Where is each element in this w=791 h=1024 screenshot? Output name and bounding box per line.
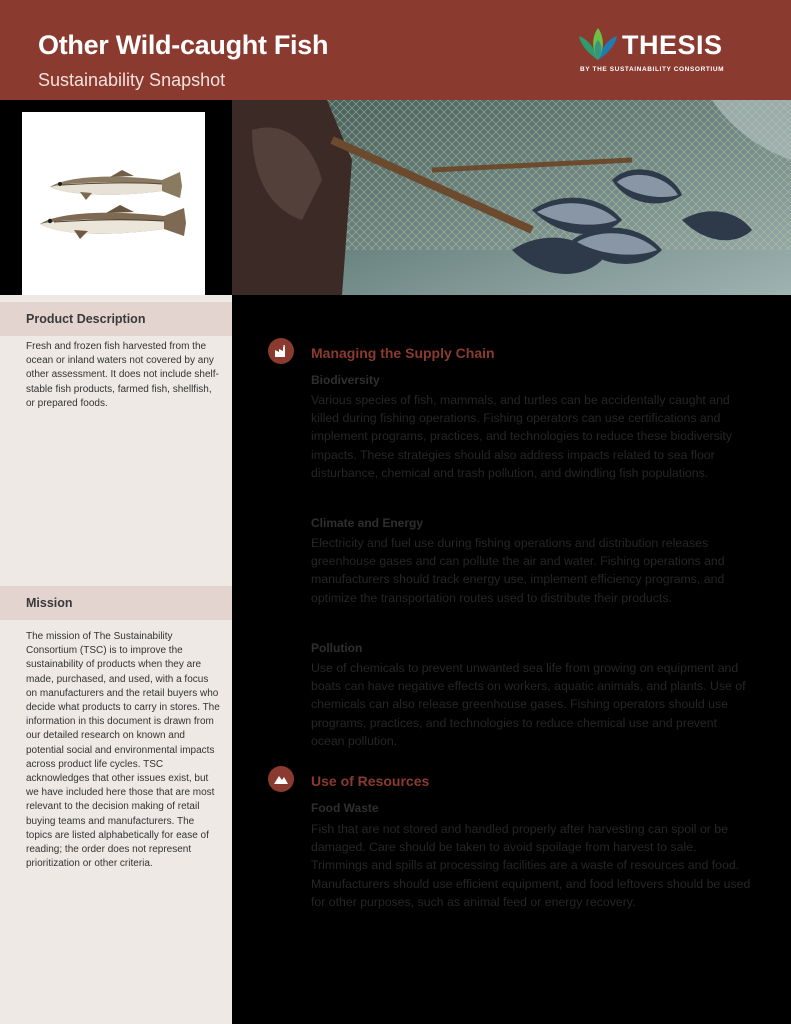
fish-illustration-top <box>50 170 182 200</box>
subsection-text-pollution: Use of chemicals to prevent unwanted sea life from growing on equipment and boats can have negative effects on workers, aquatic animals, and plants. Use of chemicals can also release greenhouse gases. Fishing operators should use programs, practices, and technologies to reduce chemical use and prevent ocean pollution. <box>311 661 746 748</box>
section-title-use-of-resources: Use of Resources <box>311 773 430 789</box>
subsection-title-pollution: Pollution <box>311 641 363 655</box>
logo-tagline: BY THE SUSTAINABILITY CONSORTIUM <box>580 66 725 73</box>
subsection-title-food-waste: Food Waste <box>311 801 379 815</box>
page-header <box>0 0 791 100</box>
factory-icon <box>268 338 294 364</box>
page-subtitle: Sustainability Snapshot <box>38 70 226 90</box>
logo-wordmark: THESIS <box>622 30 723 60</box>
subsection-title-biodiversity: Biodiversity <box>311 373 380 387</box>
product-description-text: Fresh and frozen fish harvested from the ocean or inland waters not covered by any other assessment. It does not include shelf-stable fish products, farmed fish, shellfish, or prepared foods. <box>26 341 219 409</box>
fish-illustration-bottom <box>40 205 186 239</box>
thesis-logo <box>575 26 745 76</box>
subsection-text-climate-energy: Electricity and fuel use during fishing operations and distribution releases greenhouse gases and can pollute the air and water. Fishing operations and manufacturers should track energy use, implement efficiency programs, and optimize the transportation routes used to distribute their products. <box>311 536 725 605</box>
section-title-supply-chain: Managing the Supply Chain <box>311 345 495 361</box>
mission-heading: Mission <box>0 586 232 620</box>
mountain-icon <box>268 766 294 792</box>
product-fish-image <box>22 112 205 295</box>
subsection-text-food-waste: Fish that are not stored and handled properly after harvesting can spoil or be damaged. Care should be taken to avoid spoilage from harvest to sale. Trimmings and spills at processing facilities are a waste of resources and food. Manufacturers should use efficient equipment, and food leftovers should be used for other purposes, such as animal feed or energy recovery. <box>311 822 751 909</box>
subsection-text-biodiversity: Various species of fish, mammals, and turtles can be accidentally caught and killed during fishing operations. Fishing operators can use certifications and implement programs, practices, and technologies to reduce these biodiversity impacts. These strategies should also address impacts related to sea floor disturbance, chemical and trash pollution, and dwindling fish populations. <box>311 393 733 480</box>
mission-text: The mission of The Sustainability Consortium (TSC) is to improve the sustainability of products when they are made, purchased, and used, with a focus on manufacturers and the retail buyers who decide what products to carry in stores. The information in this document is drawn from our detailed research on known and potential social and environmental impacts across product life cycles. TSC acknowledges that other issues exist, but we have included here those that are most relevant to the decision making of retail buying teams and manufacturers. The topics are listed alphabetically for ease of reading; the order does not represent prioritization or other criteria. <box>26 631 220 870</box>
fishing-net-photo <box>232 100 791 295</box>
page-title: Other Wild-caught Fish <box>38 30 329 60</box>
subsection-title-climate-energy: Climate and Energy <box>311 516 424 530</box>
product-description-heading: Product Description <box>0 302 232 336</box>
leaf-logo-icon <box>575 26 621 62</box>
